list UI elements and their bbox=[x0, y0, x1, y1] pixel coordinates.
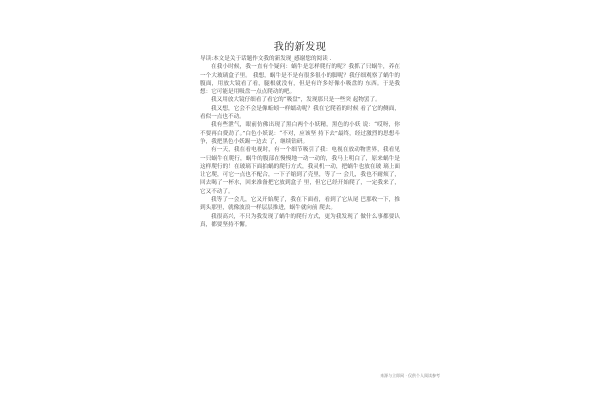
body-paragraph: 我有些泄气，眼前仿佛出现了黑白两个小妖精，黑色的小妖 说：“哎呀，你不要再白费劲了。”白色小妖说：“不对，应该坚 持下去”最终，经过激烈的思想斗争，我把黑色小妖踢一边去 了，继续钻研。 bbox=[200, 122, 400, 145]
document-body bbox=[200, 55, 400, 229]
body-paragraph: 我很高兴，不只为我发现了蜗牛的爬行方式，更为我发现了 做什么事都要认真，都要坚持不懈。 bbox=[200, 213, 400, 228]
document-title: 我的新发现 bbox=[273, 42, 327, 53]
footer-note: 来源与立即网 · 仅供个人阅读参考 bbox=[380, 373, 440, 378]
body-paragraph: 在我小时候，我一直有个疑问：蜗牛是怎样爬行的呢？我抓了只蜗牛，养在一个大玻璃盒子里。 我想，蜗牛是不是有很多很小的脚呢？我仔细观察了蜗牛的 腹面，用放大镜看了看，腿根就没有，但是有许多好像小吸盘的 东西。于是我想：它可能是用吸盘一点点爬动的吧。 bbox=[200, 64, 400, 96]
intro-paragraph: 导读:本文是关于话题作文我的新发现_感谢您的阅读 . bbox=[200, 56, 332, 62]
body-paragraph: 有一天，我在看电视时，有一个细节吸引了我：电视在放动物世界，我看见一只蜗牛在爬行，蜗牛的腹部在慢慢地一动一动的，我马上明白了，原来蜗牛是这样爬行的！在玻璃下面拍蜗的爬行方式，我灵机一动，把蜗牛也放在玻 璃上面让它爬，可它一点也不配合，一下子缩到了壳里，等了一 会儿，我也不耐烦了，回去喝了一杯水，回来准备把它放到盒子 里，但它已经开始爬了，一定我来了，它又不动了。 bbox=[200, 147, 400, 195]
body-paragraph: 我又用放大镜仔细看了看它的“吸盘”，发现那只是一些突 起物罢了。 bbox=[211, 97, 381, 104]
body-paragraph: 我又想，它会不会是像蚯蚓一样蠕动呢？我在它爬着的时候 看了它的侧面，看似一点也不动。 bbox=[200, 105, 400, 121]
body-paragraph: 我等了一会儿，它又开始爬了，我在下面看，看到了它从尾 巴那收一下，推到头那里，就像波浪一样层层推进，蜗牛就向前 爬去。 bbox=[200, 197, 400, 212]
